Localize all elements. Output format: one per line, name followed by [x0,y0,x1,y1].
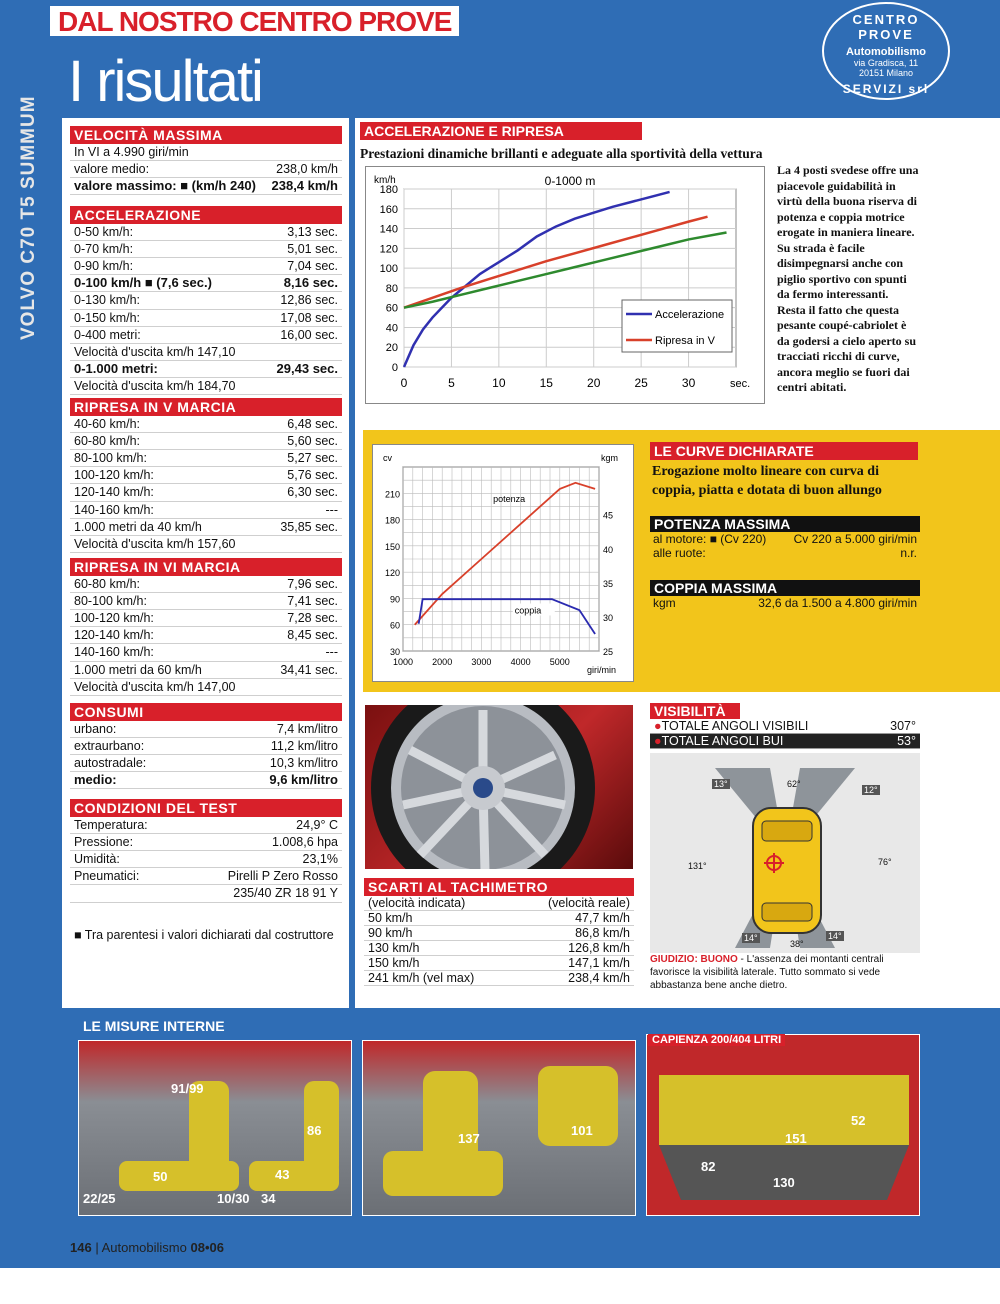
y-tick-label: 60 [389,620,400,631]
table-row: 120-140 km/h: 8,45 sec. [70,627,342,644]
table-row: 60-80 km/h: 5,60 sec. [70,433,342,450]
measure-label: 130 [773,1175,795,1190]
y2-tick-label: 45 [603,510,614,521]
seat-diagram-icon [363,1041,636,1216]
visibility-diagram [650,753,920,953]
y-tick-label: 180 [379,184,398,196]
capienza-heading: CAPIENZA 200/404 LITRI [648,1034,785,1046]
y2-tick-label: 25 [603,647,614,657]
angle-label: 76° [878,857,892,867]
measure-label: 52 [851,1113,866,1128]
legend-label: Ripresa in V [655,335,715,347]
measure-label: 43 [275,1167,290,1182]
ripresa-vi-heading: RIPRESA IN VI MARCIA [70,556,342,576]
power-chart-frame [372,444,634,682]
x-tick-label: 4000 [510,657,531,667]
table-row: urbano: 7,4 km/litro [70,721,342,738]
measure-label: 137 [458,1131,480,1146]
x-tick-label: 1000 [392,657,414,667]
table-row: 130 km/h 126,8 km/h [364,941,634,956]
page-footer: 146 | Automobilismo 08•06 [70,1240,224,1255]
y-tick-label: 40 [385,322,398,335]
table-row: 50 km/h 47,7 km/h [364,911,634,926]
table-row: 60-80 km/h: 7,96 sec. [70,576,342,593]
legend-label: Accelerazione [655,309,725,321]
misure-heading: LE MISURE INTERNE [83,1018,225,1034]
measure-label: 82 [701,1159,716,1174]
y-tick-label: 30 [389,647,400,657]
condizioni-section [70,797,342,903]
accelerazione-heading: ACCELERAZIONE [70,204,342,224]
condizioni-heading: CONDIZIONI DEL TEST [70,797,342,817]
table-row: extraurbano: 11,2 km/litro [70,738,342,755]
table-row: medio: 9,6 km/litro [70,772,342,789]
measure-label: 86 [307,1123,322,1138]
car-topview-icon [650,753,920,953]
angle-label: 131° [688,861,707,871]
table-row: Velocità d'uscita km/h 157,60 [70,536,342,553]
consumi-heading: CONSUMI [70,701,342,721]
ripresa-v-section [70,396,342,553]
vertical-car-label: VOLVO C70 T5 SUMMUM [18,95,39,340]
x-tick-label: 3000 [471,657,492,667]
white-lower-strip [0,1268,1000,1304]
table-row: Pneumatici: Pirelli P Zero Rosso [70,868,342,885]
measure-label: 22/25 [83,1191,116,1206]
table-row: 140-160 km/h: --- [70,502,342,519]
y-tick-label: 140 [379,223,398,236]
table-row: 120-140 km/h: 6,30 sec. [70,484,342,501]
y-tick-label: 80 [385,282,398,295]
x-axis-label: sec. [730,378,751,390]
velocita-heading: VELOCITÀ MASSIMA [70,124,342,144]
table-row: 0-150 km/h: 17,08 sec. [70,310,342,327]
visibility-judgement: GIUDIZIO: BUONO - L'assenza dei montanti centrali favorisce la visibilità laterale. Tutto sommato si vede abbastanza bene anche dietro. [650,954,884,991]
x-tick-label: 2000 [432,657,453,667]
scarti-head-row: (velocità indicata) (velocità reale) [364,896,634,911]
y2-tick-label: 40 [603,544,614,555]
x-axis-label: giri/min [587,665,617,675]
table-row: valore medio: 238,0 km/h [70,161,342,178]
series-label: coppia [514,605,542,616]
trunk-photo [646,1034,920,1216]
y-tick-label: 210 [384,489,400,500]
potenza-row: al motore: ■ (Cv 220) Cv 220 a 5.000 giri/min [653,532,917,546]
accel-chart [366,167,764,403]
power-chart [373,445,633,681]
table-row: 90 km/h 86,8 km/h [364,926,634,941]
y-axis-label: km/h [374,175,396,186]
measure-label: 101 [571,1123,593,1138]
rear-seats-photo [362,1040,636,1216]
measure-label: 34 [261,1191,276,1206]
x-tick-label: 5 [448,376,455,390]
table-row: Velocità d'uscita km/h 147,10 [70,344,342,361]
table-row: 0-1.000 metri: 29,43 sec. [70,361,342,378]
coppia-box [650,580,920,610]
table-row: 1.000 metri da 60 km/h 34,41 sec. [70,662,342,679]
x-tick-label: 30 [681,376,696,390]
test-center-stamp: CENTRO PROVE Automobilismo via Gradisca, 11 20151 Milano SERVIZI srl [822,2,950,100]
y-axis-label: cv [383,453,392,463]
series-label: potenza [493,494,526,505]
angle-label: 14° [828,931,842,941]
scarti-heading: SCARTI AL TACHIMETRO [364,876,634,896]
table-row: Pressione: 1.008,6 hpa [70,834,342,851]
y2-tick-label: 35 [603,578,614,589]
angle-label: 12° [864,785,878,795]
table-row: In VI a 4.990 giri/min [70,144,342,161]
visibilita-row: ●TOTALE ANGOLI VISIBILI 307° [650,719,920,734]
coppia-row: kgm 32,6 da 1.500 a 4.800 giri/min [653,596,917,610]
page-title: I risultati [68,49,262,114]
accel-ripresa-heading: ACCELERAZIONE E RIPRESA [360,122,642,140]
x-tick-label: 15 [539,376,553,390]
table-row: 80-100 km/h: 5,27 sec. [70,450,342,467]
footnote: ■ Tra parentesi i valori dichiarati dal costruttore [74,928,334,942]
y-tick-label: 150 [384,541,400,552]
y-tick-label: 0 [391,362,398,374]
curve-text: Erogazione molto lineare con curva di coppia, piatta e dotata di buon allungo [652,464,882,498]
y-tick-label: 160 [379,203,398,216]
wheel-icon [365,705,634,870]
table-row: 0-100 km/h ■ (7,6 sec.) 8,16 sec. [70,275,342,292]
table-row: valore massimo: ■ (km/h 240) 238,4 km/h [70,178,342,195]
y-tick-label: 120 [384,568,400,579]
table-row: 40-60 km/h: 6,48 sec. [70,416,342,433]
accel-chart-frame [365,166,765,404]
y2-axis-label: kgm [601,453,619,463]
table-row: 1.000 metri da 40 km/h 35,85 sec. [70,519,342,536]
table-row: 80-100 km/h: 7,41 sec. [70,593,342,610]
table-row: 235/40 ZR 18 91 Y [70,885,342,902]
accelerazione-section [70,204,342,395]
x-tick-label: 10 [492,376,506,390]
potenza-row: alle ruote: n.r. [653,546,917,560]
coppia-heading: COPPIA MASSIMA [650,580,920,596]
chart-title: 0-1000 m [544,174,596,188]
measure-label: 91/99 [171,1081,204,1096]
consumi-section [70,701,342,789]
table-row: 100-120 km/h: 7,28 sec. [70,610,342,627]
table-row: autostradale: 10,3 km/litro [70,755,342,772]
front-seats-photo [78,1040,352,1216]
measure-label: 151 [785,1131,807,1146]
potenza-heading: POTENZA MASSIMA [650,516,920,532]
potenza-box [650,516,920,560]
accel-subtitle: Prestazioni dinamiche brillanti e adeguate alla sportività della vettura [360,146,763,161]
table-row: 0-70 km/h: 5,01 sec. [70,241,342,258]
visibilita-section [650,703,920,992]
table-row: 140-160 km/h: --- [70,644,342,661]
angle-label: 38° [790,939,804,949]
visibilita-row: ●TOTALE ANGOLI BUI 53° [650,734,920,749]
x-tick-label: 25 [634,376,648,390]
table-row: Velocità d'uscita km/h 147,00 [70,679,342,696]
table-row: 0-50 km/h: 3,13 sec. [70,224,342,241]
ripresa-v-heading: RIPRESA IN V MARCIA [70,396,342,416]
angle-label: 13° [714,779,728,789]
y-tick-label: 180 [384,515,400,526]
curve-heading: LE CURVE DICHIARATE [650,442,918,460]
measure-label: 10/30 [217,1191,250,1206]
table-row: 100-120 km/h: 5,76 sec. [70,467,342,484]
x-tick-label: 20 [587,376,601,390]
y-tick-label: 90 [389,594,400,605]
y-tick-label: 100 [379,263,398,276]
table-row: 0-400 metri: 16,00 sec. [70,327,342,344]
angle-label: 14° [744,933,758,943]
section-header: DAL NOSTRO CENTRO PROVE [50,6,459,36]
faded-bleed-text [740,405,940,425]
x-tick-label: 5000 [549,657,570,667]
wheel-photo [364,704,634,870]
y-tick-label: 60 [385,302,398,315]
table-row: 241 km/h (vel max) 238,4 km/h [364,971,634,986]
visibilita-heading: VISIBILITÀ [650,703,740,719]
table-row: Umidità: 23,1% [70,851,342,868]
table-row: 150 km/h 147,1 km/h [364,956,634,971]
y2-tick-label: 30 [603,612,614,623]
accel-paragraph: La 4 posti svedese offre una piacevole guidabilità in virtù della buona riserva di potenza e coppia motrice erogate in maniera lineare. Su strada è facile disimpegnarsi anche con piglio sportivo con spunti da fermo interessanti. Resta il fatto che questa pesante coupé-cabriolet è da godersi a cielo aperto su tracciati ricchi di curve, ancora meglio se fuori dai centri abitati. [777,163,919,394]
velocita-section [70,124,342,195]
x-tick-label: 0 [400,376,408,390]
table-row: 0-90 km/h: 7,04 sec. [70,258,342,275]
scarti-section [364,876,634,986]
table-row: Temperatura: 24,9° C [70,817,342,834]
ripresa-vi-section [70,556,342,696]
table-row: Velocità d'uscita km/h 184,70 [70,378,342,395]
measure-label: 50 [153,1169,168,1184]
table-row: 0-130 km/h: 12,86 sec. [70,292,342,309]
y-tick-label: 120 [379,243,398,256]
y-tick-label: 20 [385,342,398,355]
angle-label: 62° [787,779,801,789]
